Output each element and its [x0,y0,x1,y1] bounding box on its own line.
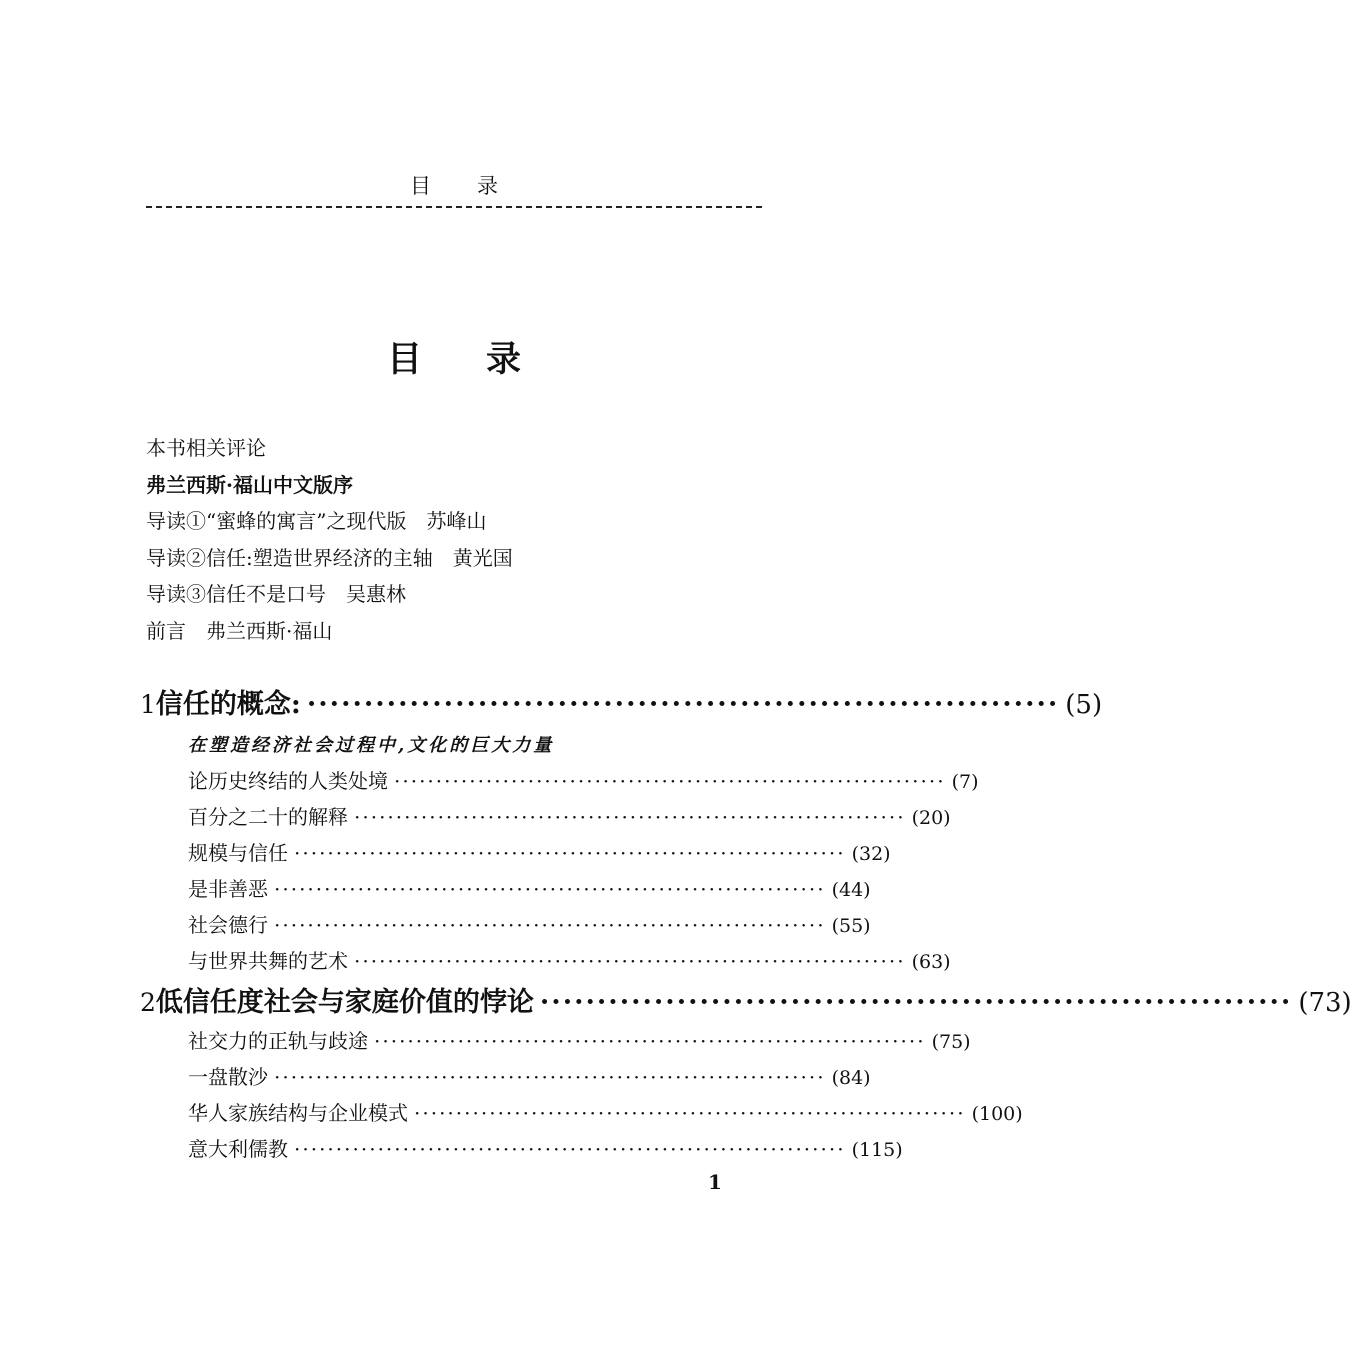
leader-dots: ·································································· [294,841,846,865]
entry-title: 社交力的正轨与歧途 [188,1029,368,1053]
leader-dots: ·································································· [274,913,826,937]
leader-dots: ·································································· [539,987,1293,1018]
chapter-subtitle: 在塑造经济社会过程中,文化的巨大力量 [188,735,555,756]
leader-dots: ·································································· [274,877,826,901]
leader-dots: ·································································· [354,949,906,973]
entry-page: (84) [831,1067,871,1089]
toc-entry[interactable] [188,909,871,938]
chapter-title: 信任的概念: [155,689,301,720]
front-matter-item[interactable]: 导读③信任不是口号 吴惠林 [146,582,406,606]
chapter-page: (73) [1298,988,1352,1018]
chapter-number: 2 [140,988,156,1017]
entry-title: 论历史终结的人类处境 [188,769,388,793]
toc-entry[interactable] [188,837,891,866]
toc-entry[interactable] [188,873,871,902]
entry-page: (63) [911,951,951,973]
entry-title: 与世界共舞的艺术 [188,949,348,973]
chapter-heading[interactable] [140,980,1352,1019]
entry-title: 百分之二十的解释 [188,805,348,829]
header-rule [146,206,762,208]
page-number: 1 [708,1170,722,1194]
toc-entry[interactable] [188,1025,971,1054]
entry-title: 一盘散沙 [188,1065,268,1089]
chapter-title: 低信任度社会与家庭价值的悖论 [155,987,534,1018]
entry-page: (7) [951,771,979,793]
entry-page: (55) [831,915,871,937]
toc-entry[interactable] [188,1061,871,1090]
leader-dots: ·································································· [414,1101,966,1125]
toc-entry[interactable] [188,945,951,974]
front-matter-item[interactable]: 导读①“蜜蜂的寓言”之现代版 苏峰山 [146,509,487,533]
chapter-heading[interactable] [140,682,1103,721]
front-matter-item[interactable]: 前言 弗兰西斯·福山 [146,618,333,643]
page-title: 目录 [386,339,585,380]
toc-entry[interactable] [188,801,951,830]
running-head: 目录 [410,174,544,198]
front-matter-item[interactable]: 本书相关评论 [146,436,266,460]
chapter-page: (5) [1065,690,1103,720]
front-matter-item[interactable]: 弗兰西斯·福山中文版序 [146,472,353,497]
front-matter-list [146,430,766,649]
entry-page: (100) [971,1103,1023,1125]
entry-page: (115) [851,1139,903,1161]
entry-page: (20) [911,807,951,829]
leader-dots: ·································································· [394,769,946,793]
leader-dots: ·································································· [374,1029,926,1053]
leader-dots: ·································································· [306,689,1060,720]
entry-page: (32) [851,843,891,865]
toc-entry[interactable] [188,1133,903,1162]
entry-title: 华人家族结构与企业模式 [188,1101,408,1125]
chapter-number: 1 [140,690,156,719]
toc-entry[interactable] [188,765,979,794]
toc-entry[interactable] [188,1097,1023,1126]
leader-dots: ·································································· [274,1065,826,1089]
front-matter-item[interactable]: 导读②信任:塑造世界经济的主轴 黄光国 [146,545,513,570]
leader-dots: ·································································· [354,805,906,829]
entry-title: 规模与信任 [188,841,288,865]
leader-dots: ·································································· [294,1137,846,1161]
entry-page: (75) [931,1031,971,1053]
entry-title: 社会德行 [188,913,268,937]
entry-page: (44) [831,879,871,901]
entry-title: 意大利儒教 [188,1137,288,1161]
entry-title: 是非善恶 [188,877,268,901]
